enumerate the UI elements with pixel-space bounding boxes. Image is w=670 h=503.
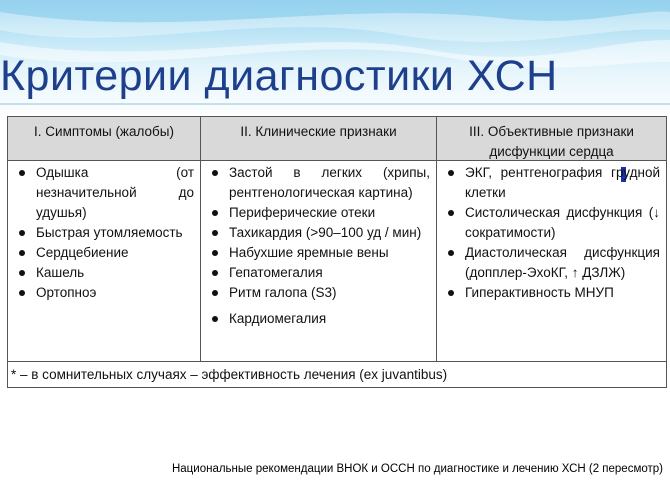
header-objective-signs: III. Объективные признаки дисфункции сердца bbox=[437, 117, 666, 161]
list-item: Ортопноэ bbox=[8, 283, 194, 303]
clinical-signs-list bbox=[201, 163, 430, 329]
list-item: Сердцебиение bbox=[8, 243, 194, 263]
objective-signs-cell bbox=[437, 163, 666, 303]
list-item: Периферические отеки bbox=[201, 203, 430, 223]
source-citation: Национальные рекомендации ВНОК и ОССН по диагностике и лечению ХСН (2 пересмотр) bbox=[171, 463, 663, 475]
list-item: Систолическая дисфункция (↓ сократимости) bbox=[437, 203, 660, 243]
list-item: Быстрая утомляемость bbox=[8, 223, 194, 243]
list-item: Тахикардия (>90–100 уд / мин) bbox=[201, 223, 430, 243]
list-item: Застой в легких (хрипы, рентгенологическая картина) bbox=[201, 163, 430, 203]
table-footnote: * – в сомнительных случаях – эффективность лечения (ex juvantibus) bbox=[8, 361, 666, 387]
header-clinical-signs: II. Клинические признаки bbox=[201, 117, 436, 161]
list-item: Кашель bbox=[8, 263, 194, 283]
list-item: Набухшие яремные вены bbox=[201, 243, 430, 263]
title-divider bbox=[0, 103, 670, 105]
list-item: Гиперактивность МНУП bbox=[437, 283, 660, 303]
criteria-table bbox=[7, 116, 667, 388]
list-item: Диастолическая дисфункция (допплер-ЭхоКГ, ↑ ДЗЛЖ) bbox=[437, 243, 660, 283]
list-item: Ритм галопа (S3) bbox=[201, 283, 430, 303]
list-item: Одышка (от незначительной до удушья) bbox=[8, 163, 194, 223]
symptoms-cell bbox=[8, 163, 200, 303]
symptoms-list bbox=[8, 163, 194, 303]
clinical-signs-cell bbox=[201, 163, 436, 329]
header-symptoms: I. Симптомы (жалобы) bbox=[8, 117, 200, 161]
slide-title: Критерии диагностики ХСН bbox=[0, 52, 558, 100]
list-item: Гепатомегалия bbox=[201, 263, 430, 283]
objective-signs-list bbox=[437, 163, 660, 303]
list-item: ЭКГ, рентгенография грудной клетки bbox=[437, 163, 660, 203]
list-item: Кардиомегалия bbox=[201, 309, 430, 329]
